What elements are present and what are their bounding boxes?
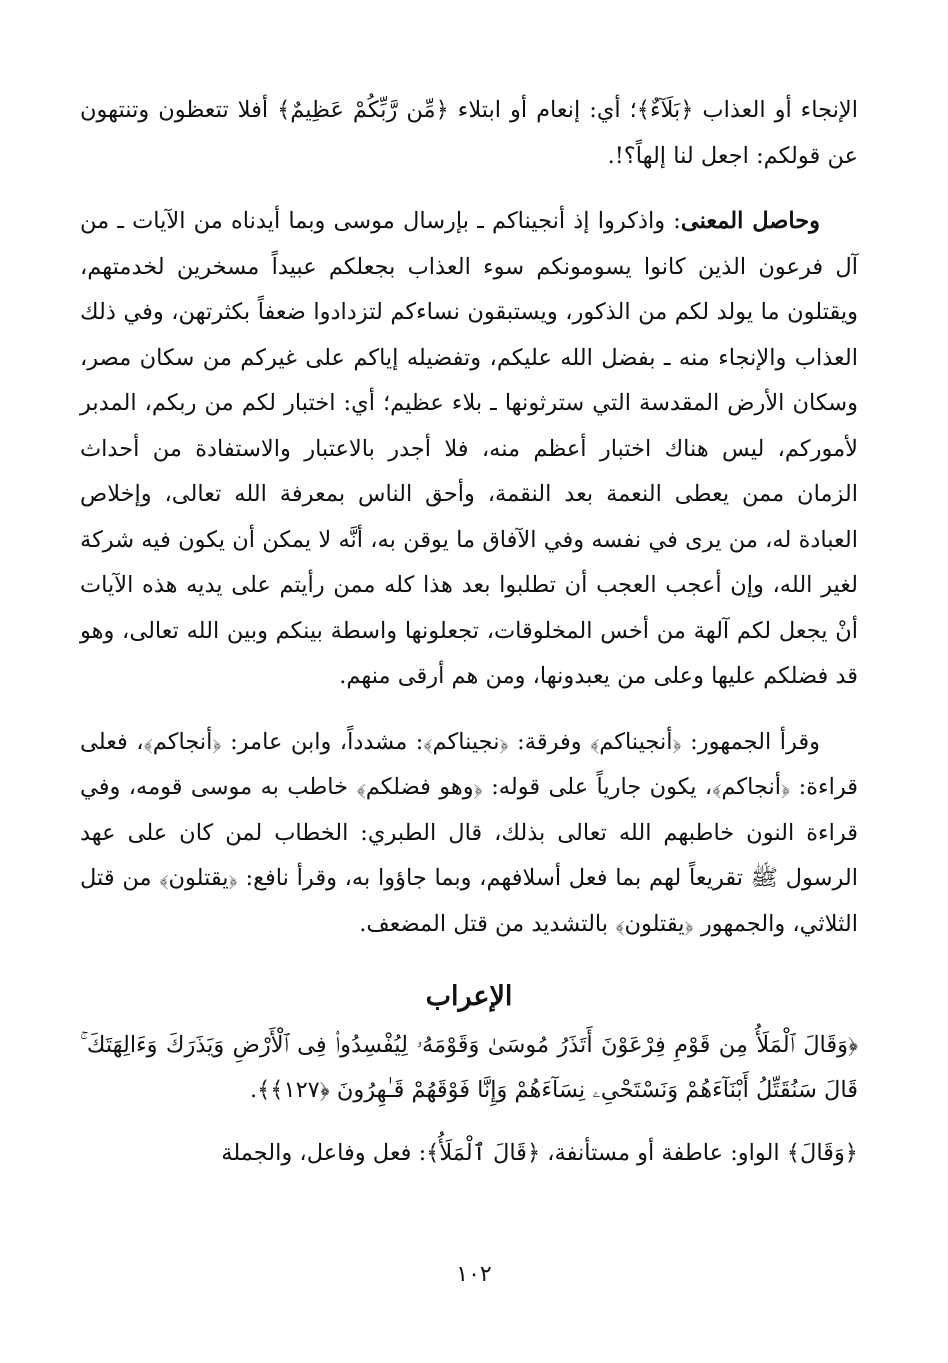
paragraph-summary bbox=[80, 199, 858, 700]
paragraph-readings: وقرأ الجمهور: ﴿أنجيناكم﴾ وفرقة: ﴿نجيناكم﴾: مشدداً، وابن عامر: ﴿أنجاكم﴾، فعلى قراءة: ﴿أنجاكم﴾، يكون جارياً على قوله: ﴿وهو فضلكم﴾ خاطب به موسى قومه، وفي قراءة النون خاطبهم الله تعالى بذلك، قال الطبري: الخطاب لمن كان على عهد الرسول ﷺ تقريعاً لهم بما فعل أسلافهم، وبما جاؤوا به، وقرأ نافع: ﴿يقتلون﴾ من قتل الثلاثي، والجمهور ﴿يقتلون﴾ بالتشديد من قتل المضعف. bbox=[80, 728, 858, 937]
summary-text: : واذكروا إذ أنجيناكم ـ بإرسال موسى وبما أيدناه من الآيات ـ من آل فرعون الذين كانوا يسومونكم سوء العذاب بجعلكم عبيداً مسخرين لخدمتهم، ويقتلون ما يولد لكم من الذكور، ويستبقون نساءكم لتزدادوا ضعفاً بكثرتهن، وفي ذلك العذاب والإنجاء منه ـ بفضل الله عليكم، وتفضيله إياكم على غيركم من سكان مصر، وسكان الأرض المقدسة التي سترثونها ـ بلاء عظيم؛ أي: اختبار لكم من ربكم، المدبر لأموركم، ليس هناك اختبار أعظم منه، فلا أجدر بالاعتبار والاستفادة من أحداث الزمان ممن يعطى النعمة بعد النقمة، وأحق الناس بمعرفة الله تعالى، وإخلاص العبادة له، من يرى في نفسه وفي الآفاق ما يوقن به، أنَّه لا يمكن أن يكون فيه شركة لغير الله، وإن أعجب العجب أن تطلبوا بعد هذا كله ممن رأيتم على يديه هذه الآيات أنْ يجعل لكم آلهة من أخس المخلوقات، تجعلونها واسطة بينكم وبين الله تعالى، وهو قد فضلكم عليها وعلى من يعبدونها، ومن هم أرقى منهم. bbox=[80, 208, 858, 689]
paragraph-parsing: ﴿وَقَالَ﴾ الواو: عاطفة أو مستأنفة، ﴿قَالَ ٱلْمَلَأُ﴾: فعل وفاعل، والجملة bbox=[221, 1140, 858, 1166]
paragraph-intro: الإنجاء أو العذاب ﴿بَلَآءٌ﴾؛ أي: إنعام أو ابتلاء ﴿مِّن رَّبِّكُمْ عَظِيمٌ﴾ أفلا تتعظون وتنتهون عن قولكم: اجعل لنا إلهاً؟!. bbox=[80, 97, 858, 169]
section-heading: الإعراب bbox=[425, 981, 513, 1012]
page-number: ١٠٢ bbox=[456, 1262, 492, 1287]
summary-lead: وحاصل المعنى bbox=[680, 208, 820, 234]
quran-verse: ﴿وَقَالَ ٱلْمَلَأُ مِن قَوْمِ فِرْعَوْنَ أَتَذَرُ مُوسَىٰ وَقَوْمَهُۥ لِيُفْسِدُوا۟ فِى ٱلْأَرْضِ وَيَذَرَكَ وَءَالِهَتَكَ ۚ قَالَ سَنُقَتِّلُ أَبْنَآءَهُمْ وَنَسْتَحْىِۦ نِسَآءَهُمْ وَإِنَّا فَوْقَهُمْ قَـٰهِرُونَ ﴿١٢٧﴾﴾. bbox=[80, 1032, 858, 1103]
